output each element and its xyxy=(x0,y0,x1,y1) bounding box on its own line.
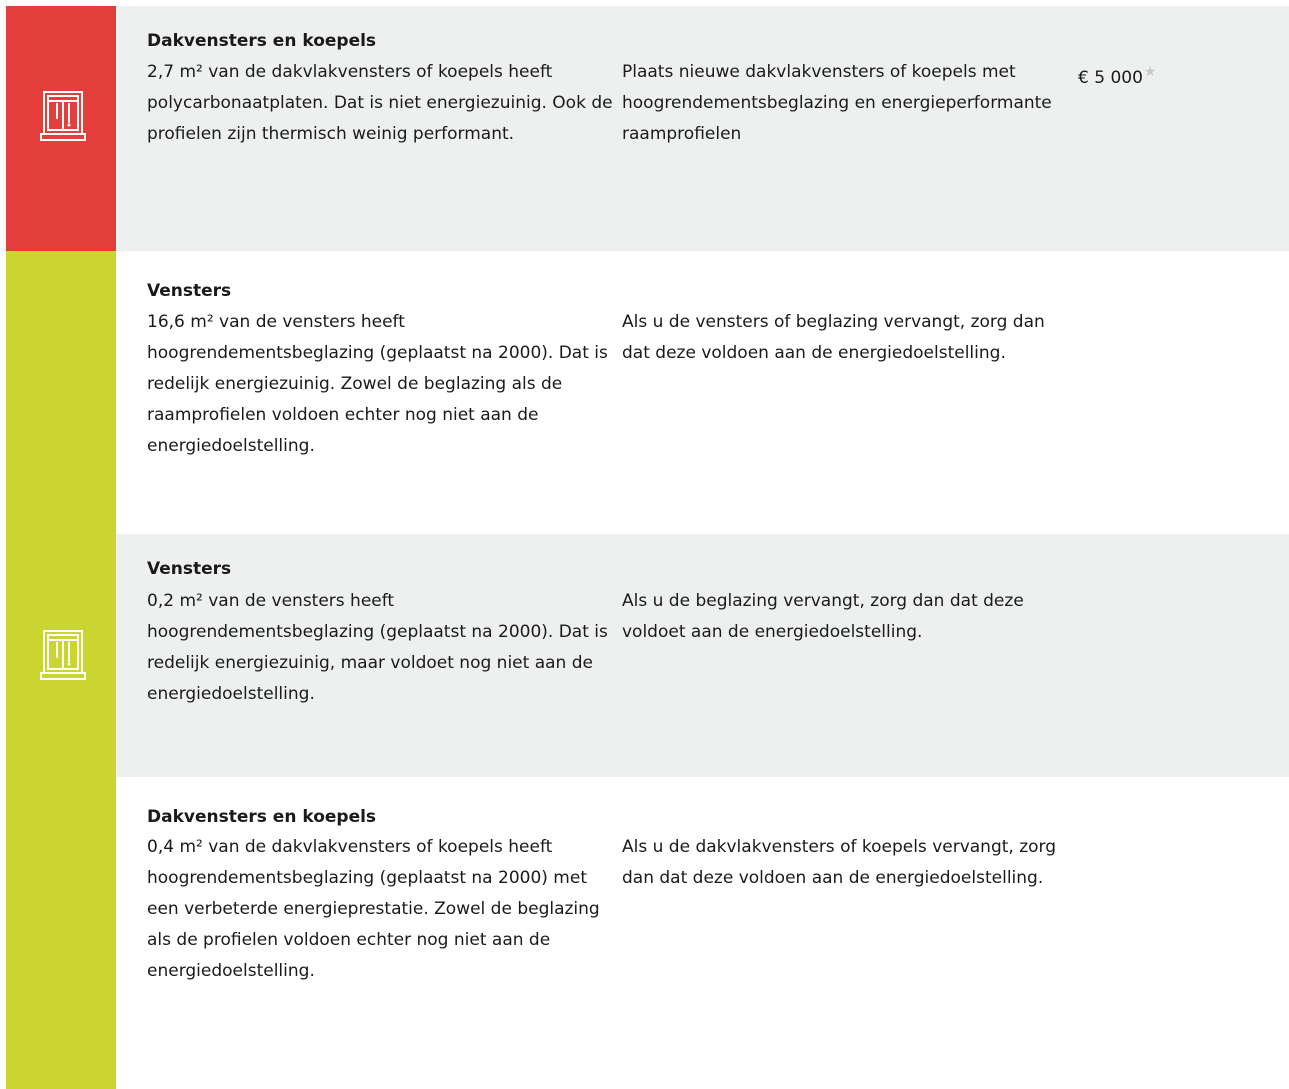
window-icon xyxy=(40,628,86,682)
measure-title: Dakvensters en koepels xyxy=(147,31,377,51)
measure-advice: Als u de vensters of beglazing vervangt, zorg dan dat deze voldoen aan de energiedoelstelling. xyxy=(622,312,1045,363)
measure-row-vensters-2 xyxy=(0,534,1289,777)
measure-row-dakvensters-2 xyxy=(0,777,1289,1089)
measure-description: 2,7 m² van de dakvlakvensters of koepels heeft polycarbonaatplaten. Dat is niet energiezuinig. Ook de profielen zijn thermisch weinig performant. xyxy=(147,62,613,144)
measure-advice: Als u de beglazing vervangt, zorg dan dat deze voldoet aan de energiedoelstelling. xyxy=(622,591,1024,642)
measure-description: 0,2 m² van de vensters heeft hoogrendementsbeglazing (geplaatst na 2000). Dat is redelijk energiezuinig, maar voldoet nog niet aan de energiedoelstelling. xyxy=(147,591,608,704)
measure-advice: Als u de dakvlakvensters of koepels vervangt, zorg dan dat deze voldoen aan de energiedoelstelling. xyxy=(622,837,1057,888)
measure-row-vensters-1 xyxy=(0,251,1289,534)
measure-row-dakvensters-1 xyxy=(0,6,1289,251)
measure-title: Dakvensters en koepels xyxy=(147,807,377,827)
star-icon: ★ xyxy=(1143,64,1157,80)
measure-title: Vensters xyxy=(147,559,232,579)
cost-value: € 5 000 xyxy=(1078,68,1143,88)
measure-cost xyxy=(1078,57,1156,94)
measure-advice: Plaats nieuwe dakvlakvensters of koepels met hoogrendementsbeglazing en energieperformante raamprofielen xyxy=(622,62,1052,144)
window-icon xyxy=(40,89,86,143)
measure-description: 16,6 m² van de vensters heeft hoogrendementsbeglazing (geplaatst na 2000). Dat is redelijk energiezuinig. Zowel de beglazing als de raamprofielen voldoen echter nog niet aan de energiedoelstelling. xyxy=(147,312,608,456)
measure-description: 0,4 m² van de dakvlakvensters of koepels heeft hoogrendementsbeglazing (geplaatst na 2000) met een verbeterde energieprestatie. Zowel de beglazing als de profielen voldoen echter nog niet aan de energiedoelstelling. xyxy=(147,837,600,981)
measure-title: Vensters xyxy=(147,281,232,301)
